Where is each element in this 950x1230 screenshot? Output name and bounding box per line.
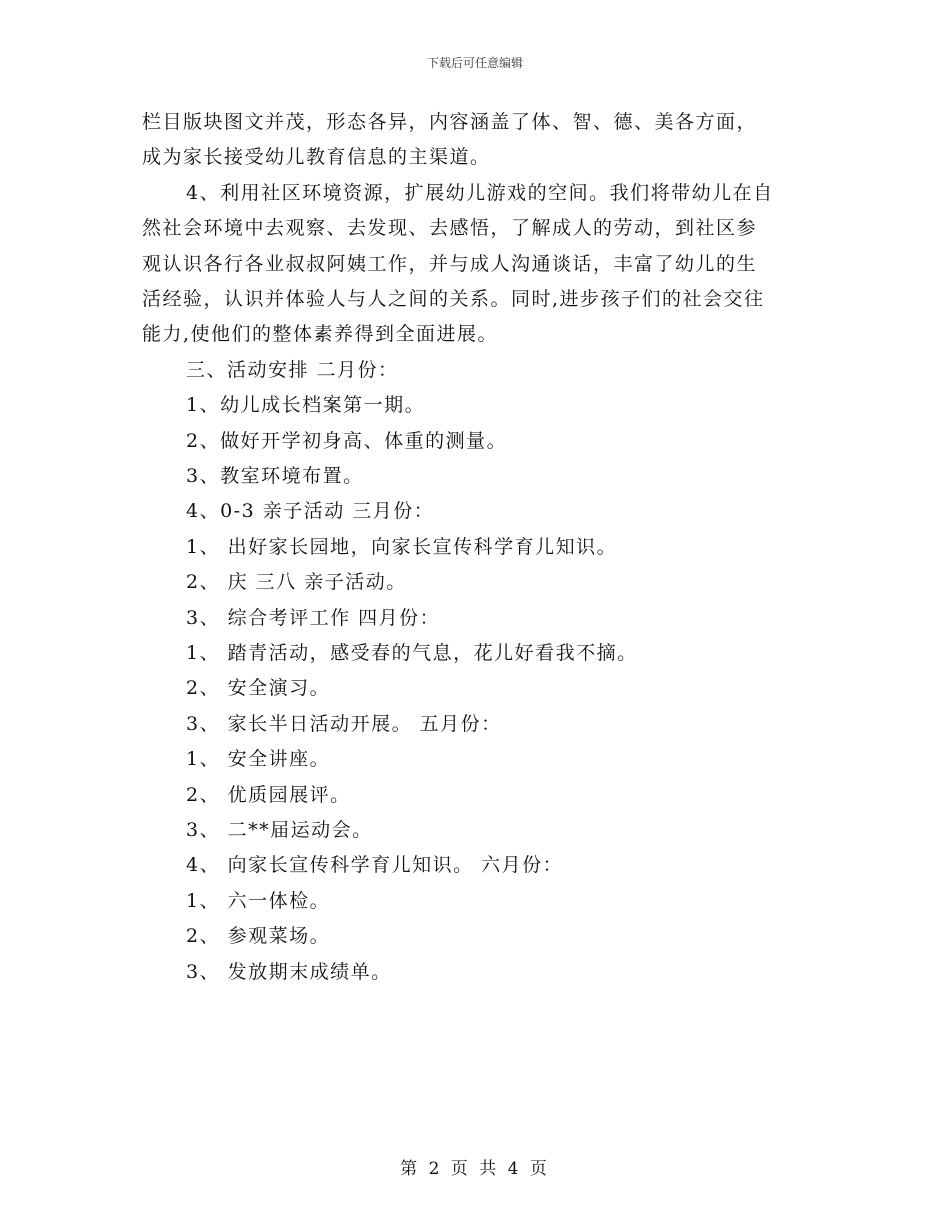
text-line: 2、 优质园展评。	[186, 784, 351, 806]
text-line: 成为家长接受幼儿教育信息的主渠道。	[142, 146, 491, 168]
text-line: 4、利用社区环境资源，扩展幼儿游戏的空间。我们将带幼儿在自	[186, 182, 774, 204]
text-line: 1、 六一体检。	[186, 890, 331, 912]
page-header: 下载后可任意编辑	[426, 56, 523, 70]
text-line: 1、 踏青活动，感受春的气息，花儿好看我不摘。	[186, 642, 638, 664]
text-line: 三、活动安排 二月份：	[186, 359, 399, 381]
text-line: 观认识各行各业叔叔阿姨工作，并与成人沟通谈话，丰富了幼儿的生	[142, 253, 758, 275]
text-line: 2、 参观菜场。	[186, 925, 331, 947]
text-line: 活经验，认识并体验人与人之间的关系。同时,进步孩子们的社会交往	[142, 288, 765, 310]
text-line: 3、教室环境布置。	[186, 465, 364, 487]
text-line: 1、 安全讲座。	[186, 748, 331, 770]
text-line: 3、 发放期末成绩单。	[186, 961, 392, 983]
text-line: 2、 安全演习。	[186, 677, 331, 699]
text-line: 3、 家长半日活动开展。 五月份：	[186, 713, 502, 735]
text-line: 然社会环境中去观察、去发现、去感悟，了解成人的劳动，到社区参	[142, 217, 758, 239]
text-line: 2、做好开学初身高、体重的测量。	[186, 430, 508, 452]
text-line: 1、 出好家长园地，向家长宣传科学育儿知识。	[186, 536, 618, 558]
text-line: 栏目版块图文并茂，形态各异，内容涵盖了体、智、德、美各方面，	[142, 111, 758, 133]
text-line: 1、幼儿成长档案第一期。	[186, 394, 426, 416]
text-line: 4、 向家长宣传科学育儿知识。 六月份：	[186, 854, 564, 876]
text-line: 3、 二**届运动会。	[186, 819, 373, 841]
page-footer: 第 2 页 共 4 页	[400, 1159, 550, 1179]
text-line: 能力,使他们的整体素养得到全面进展。	[142, 323, 499, 345]
text-line: 4、0-3 亲子活动 三月份：	[186, 500, 435, 522]
text-line: 3、 综合考评工作 四月份：	[186, 607, 441, 629]
text-line: 2、 庆 三八 亲子活动。	[186, 571, 407, 593]
